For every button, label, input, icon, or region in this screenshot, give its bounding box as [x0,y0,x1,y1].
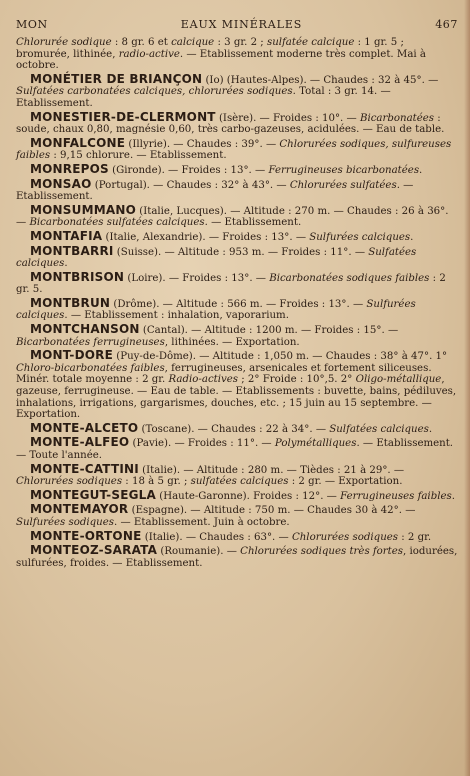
entry-text: . — Etablissement : inhalation, vaporarium. [64,310,289,322]
entry-name: MONTBARRI [30,243,114,258]
entry-text: (Italie, Alexandrie). — Froides : 13°. — [102,231,310,243]
entry-name: MONREPOS [30,161,109,176]
entry-italic-text: Sulfurées calciques [16,298,416,322]
entry [16,545,458,569]
entry-text: : 3 gr. 2 ; [214,37,267,48]
entry-italic-text: sulfatée calcique [266,37,355,48]
entry-name: MONTE-CATTINI [30,461,139,476]
entry-text: (Cantal). — Altitude : 1200 m. — Froides : 15°. — [139,325,399,337]
entry-text: , ferrugineuses, arsenicales et fortement siliceuses. Minér. totale moyenne : 2 gr. [16,362,432,386]
entry-italic-text: Chlorurées sulfatées [289,179,397,191]
entry-italic-text: Polymétalliques [274,438,357,450]
entry-text: . — Etablissement. Juin à octobre. [114,516,290,528]
entry-text: . [410,231,414,243]
entry-name: MONTEGUT-SEGLA [30,487,156,502]
entry [16,324,458,348]
entry-text: : 8 gr. 6 et [111,37,172,48]
entry [16,487,458,503]
entry-italic-text: Radio-actives [168,374,239,386]
entry-text: (Italie, Lucques). — Altitude : 270 m. — Chaudes : 26 à 36°. — [16,205,449,229]
entry [16,37,458,72]
entry-text: , lithinées. — Exportation. [164,336,300,348]
entry [16,161,458,177]
entry-italic-text: Bicarbonatées sulfatées calciques [29,217,205,229]
entry-text: (Toscane). — Chaudes : 22 à 34°. — [138,423,330,435]
entry-italic-text: Sulfatées calciques [329,423,429,435]
entry-text: : 1 gr. 5 ; bromurée, lithinée, [16,37,404,60]
entry-italic-text: radio-active [118,48,180,60]
entry-text: (Roumanie). — [157,546,241,558]
entry-italic-text: Sulfatées carbonatées calciques, chlorurées sodiques [16,86,293,98]
entry [16,202,458,229]
entry-text: : soude, chaux 0,80, magnésie 0,60, très carbo-gazeuses, acidulées. — Eau de table. [16,112,445,136]
entry-name: MONTBRISON [30,269,125,284]
entry-name: MONTCHANSON [30,322,140,337]
entry-text: : 18 à 5 gr. ; [122,476,191,488]
entry-text: . — Etablissement moderne très complet. Mai à octobre. [16,48,426,72]
entry-text: . [64,258,68,270]
entry-name: MONTAFIA [30,228,103,243]
entry-italic-text: Chlorurées sodiques [16,476,123,488]
entry-name: MONESTIER-DE-CLERMONT [30,109,216,124]
entry-text: : 2 gr. [398,531,432,543]
entry-text: . [428,423,433,435]
entry-text: (Illyrie). — Chaudes : 39°. — [125,138,280,150]
header-left: MON [16,18,48,31]
entry [16,243,458,270]
entry [16,269,458,296]
entry [16,437,458,461]
entry-text: (Isère). — Froides : 10°. — [215,112,360,124]
entry-text: (Loire). — Froides : 13°. — [124,272,270,284]
entry-text: . [451,490,455,502]
entry [16,176,458,203]
entry [16,420,458,436]
entry-name: MONTEOZ-SARATA [30,543,158,558]
entries-list [16,37,458,569]
entry-text: (Italie). — Chaudes : 63°. — [141,531,292,543]
entry-name: MONTEMAYOR [30,502,129,517]
entry-text: (Haute-Garonne). Froides : 12°. — [156,490,341,502]
entry-text: (Io) (Hautes-Alpes). — Chaudes : 32 à 45°. — [202,74,439,86]
entry-italic-text: Sulfurées calciques [309,231,411,243]
entry-name: MONÉTIER DE BRIANÇON [30,71,203,86]
entry-italic-text: Chlorurée sodique [16,37,112,48]
entry-italic-text: Bicarbonatées ferrugineuses [16,336,165,348]
page-number: 467 [435,18,458,31]
entry-text: . — Etablissement. [204,217,302,229]
entry-text: ; 2° Froide : 10°,5. 2° [238,374,356,386]
entry-text: : 2 gr. — Exportation. [288,476,403,488]
entry-text: : 2 gr. 5. [16,272,446,296]
entry-name: MONTE-ORTONE [30,528,142,543]
entry-text: (Drôme). — Altitude : 566 m. — Froides : 13°. — [110,298,367,310]
entry-text: (Portugal). — Chaudes : 32° à 43°. — [91,179,290,191]
entry-italic-text: Sulfurées sodiques [16,516,115,528]
entry-text: . Total : 3 gr. 14. — Etablissement. [16,86,391,109]
entry-text: (Pavie). — Froides : 11°. — [129,438,275,450]
entry [16,528,458,544]
entry-text: (Gironde). — Froides : 13°. — [108,164,269,176]
entry-text: . [419,164,423,176]
entry-name: MONSAO [30,176,92,191]
entry-name: MONT-DORE [30,348,113,363]
header-center: EAUX MINÉRALES [180,18,303,31]
entry-name: MONFALCONE [30,135,126,150]
entry-italic-text: Chlorurées sodiques, sulfureuses faibles [16,138,452,162]
entry-text: (Suisse). — Altitude : 953 m. — Froides : 11°. — [113,246,369,258]
entry-italic-text: Ferrugineuses faibles [340,490,452,502]
entry [16,504,458,528]
entry-text: , iodurées, sulfurées, froides. — Etablissement. [16,546,458,569]
entry-italic-text: Chloro-bicarbonatées faibles [16,362,165,374]
entry-name: MONTE-ALFEO [30,435,130,450]
entry-italic-text: Sulfatées calciques [16,246,417,270]
entry-italic-text: Chlorurées sodiques [291,531,399,543]
entry-italic-text: calcique [171,37,215,48]
entry-name: MONTBRUN [30,295,111,310]
entry [16,295,458,322]
entry-name: MONSUMMANO [30,202,136,217]
entry [16,109,458,136]
entry-italic-text: Oligo-métallique [355,374,442,386]
entry-italic-text: Bicarbonatées [359,112,435,124]
entry-text: (Puy-de-Dôme). — Altitude : 1,050 m. — Chaudes : 38° à 47°. 1° [113,351,448,363]
entry [16,135,458,162]
entry-name: MONTE-ALCETO [30,420,139,435]
entry [16,228,458,244]
entry-italic-text: Bicarbonatées sodiques faibles [269,272,430,284]
running-header [16,18,458,31]
entry [16,350,458,421]
entry-text: (Espagne). — Altitude : 750 m. — Chaudes 30 à 42°. — [128,505,416,517]
entry-text: : 9,15 chlorure. — Etablissement. [50,150,227,162]
entry-text: , gazeuse, ferrugineuse. — Eau de table. — Etablissements : buvette, bains, pédiluves, inhalations, irrigations, gargarismes, douches, etc. ; 15 juin au 15 septembre. — Exportation. [16,374,457,421]
entry-italic-text: sulfatées calciques [190,476,289,488]
entry-italic-text: Chlorurées sodiques très fortes [240,546,404,558]
entry [16,71,458,110]
entry-italic-text: Ferrugineuses bicarbonatées [268,164,420,176]
entry-text: . — Etablissement. — Toute l'année. [16,438,454,461]
entry-text: (Italie). — Altitude : 280 m. — Tièdes : 21 à 29°. — [138,464,405,476]
entry [16,461,458,488]
entry-text: . — Etablissement. [16,179,414,203]
